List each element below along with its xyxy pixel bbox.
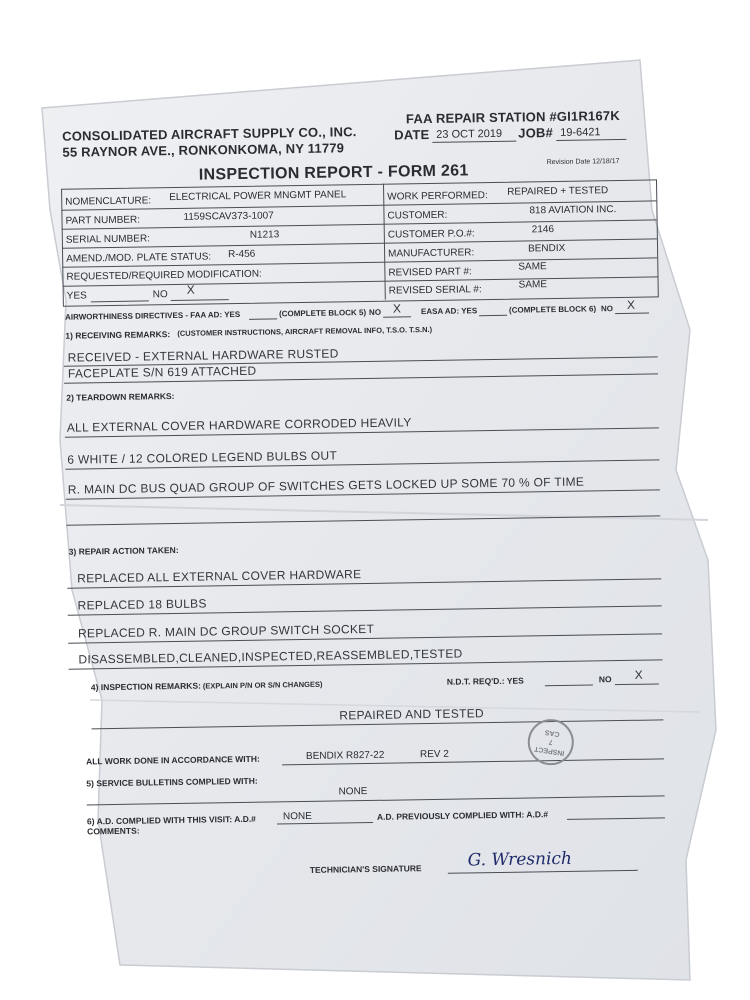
customer-po-label: CUSTOMER P.O.#:: [387, 228, 475, 241]
inspection-remarks-label: 4) INSPECTION REMARKS:: [90, 680, 201, 693]
service-bulletins-label: 5) SERVICE BULLETINS COMPLIED WITH:: [86, 775, 258, 789]
revision-date: Revision Date 12/18/17: [546, 157, 620, 167]
easa-ad-label: EASA AD: YES: [420, 306, 478, 317]
faa-ad-label: AIRWORTHINESS DIRECTIVES - FAA AD: YES: [64, 309, 241, 322]
part-number-label: PART NUMBER:: [65, 214, 141, 227]
technician-signature: G. Wresnich: [467, 848, 573, 871]
repair-line-3: REPLACED R. MAIN DC GROUP SWITCH SOCKET: [77, 621, 375, 641]
ndt-no-label: NO: [598, 674, 612, 685]
manufacturer-value: BENDIX: [527, 242, 566, 255]
inspection-stamp: INSPECT 7 CAS: [524, 716, 577, 769]
nomenclature-label: NOMENCLATURE:: [65, 195, 152, 208]
technician-signature-label: TECHNICIAN'S SIGNATURE: [309, 863, 422, 875]
repair-line-4: DISASSEMBLED,CLEANED,INSPECTED,REASSEMBLED,TESTED: [78, 646, 463, 667]
work-performed-label: WORK PERFORMED:: [387, 190, 488, 203]
revised-part-label: REVISED PART #:: [388, 266, 472, 279]
job-label: JOB#: [518, 125, 554, 141]
amend-label: AMEND./MOD. PLATE STATUS:: [66, 251, 212, 265]
part-number-value: 1159SCAV373-1007: [183, 210, 274, 223]
manufacturer-label: MANUFACTURER:: [388, 247, 475, 260]
faa-complete-block: (COMPLETE BLOCK 5): [278, 307, 367, 319]
nomenclature-value: ELECTRICAL POWER MNGMT PANEL: [169, 189, 347, 204]
requested-mod-yes-label: YES: [66, 290, 87, 302]
teardown-line-3: R. MAIN DC BUS QUAD GROUP OF SWITCHES GETS LOCKED UP SOME 70 % OF TIME: [67, 474, 585, 497]
revised-serial-label: REVISED SERIAL #:: [388, 284, 482, 297]
company-name: CONSOLIDATED AIRCRAFT SUPPLY CO., INC.: [62, 124, 357, 144]
amend-value: R-456: [228, 248, 256, 261]
ndt-no-mark: X: [634, 667, 644, 682]
repair-line-1: REPLACED ALL EXTERNAL COVER HARDWARE: [77, 567, 362, 586]
faa-no-mark: X: [392, 301, 402, 316]
customer-value: 818 AVIATION INC.: [529, 204, 617, 217]
company-address: 55 RAYNOR AVE., RONKONKOMA, NY 11779: [62, 140, 345, 160]
customer-po-value: 2146: [531, 224, 555, 236]
serial-number-value: N1213: [249, 229, 280, 241]
repair-action-label: 3) REPAIR ACTION TAKEN:: [68, 544, 179, 557]
teardown-line-2: 6 WHITE / 12 COLORED LEGEND BULBS OUT: [67, 448, 338, 467]
accordance-label: ALL WORK DONE IN ACCORDANCE WITH:: [85, 753, 260, 767]
receiving-remarks-label: 1) RECEIVING REMARKS:: [65, 329, 171, 341]
inspection-remarks-note: (EXPLAIN P/N OR S/N CHANGES): [202, 679, 323, 691]
revised-serial-value: SAME: [518, 279, 548, 291]
easa-no-label: NO: [600, 304, 614, 314]
requested-mod-no-label: NO: [152, 289, 168, 301]
easa-complete-block: (COMPLETE BLOCK 6): [508, 304, 597, 315]
work-performed-value: REPAIRED + TESTED: [507, 185, 609, 198]
requested-mod-label: REQUESTED/REQUIRED MODIFICATION:: [66, 268, 262, 283]
teardown-remarks-label: 2) TEARDOWN REMARKS:: [66, 391, 175, 403]
customer-label: CUSTOMER:: [387, 209, 448, 222]
requested-mod-no-mark: X: [186, 282, 196, 297]
accordance-manual: BENDIX R827-22: [305, 749, 385, 762]
form-title: INSPECTION REPORT - FORM 261: [198, 162, 469, 184]
ad-complied-value: NONE: [282, 810, 312, 823]
accordance-rev: REV 2: [419, 748, 449, 761]
service-bulletins-value: NONE: [338, 786, 368, 798]
inspection-form: [60, 107, 674, 886]
date-label: DATE: [394, 126, 430, 143]
date-value: 23 OCT 2019: [436, 127, 503, 141]
serial-number-label: SERIAL NUMBER:: [65, 233, 151, 246]
faa-no-label: NO: [368, 307, 382, 317]
comments-label: COMMENTS:: [87, 825, 140, 837]
repair-station-label: FAA REPAIR STATION #GI1R167K: [405, 107, 620, 127]
revised-part-value: SAME: [518, 261, 547, 273]
receiving-line-1: RECEIVED - EXTERNAL HARDWARE RUSTED: [67, 346, 339, 365]
easa-no-mark: X: [626, 297, 636, 312]
teardown-line-1: ALL EXTERNAL COVER HARDWARE CORRODED HEAVILY: [66, 415, 412, 435]
ad-complied-label: 6) A.D. COMPLIED WITH THIS VISIT: A.D.#: [86, 813, 256, 827]
receiving-line-2: FACEPLATE S/N 619 ATTACHED: [67, 363, 257, 381]
inspection-remark: REPAIRED AND TESTED: [339, 706, 485, 723]
receiving-remarks-note: (CUSTOMER INSTRUCTIONS, AIRCRAFT REMOVAL INFO, T.S.O. T.S.N.): [177, 324, 433, 338]
job-value: 19-6421: [560, 126, 601, 139]
repair-line-2: REPLACED 18 BULBS: [77, 596, 207, 613]
ad-previous-label: A.D. PREVIOUSLY COMPLIED WITH: A.D.#: [376, 809, 549, 822]
ndt-yes-label: N.D.T. REQ'D.: YES: [446, 675, 524, 687]
